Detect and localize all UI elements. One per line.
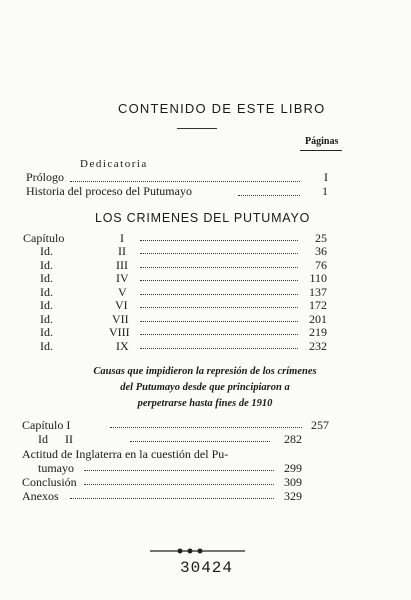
- toc-page: 309: [284, 475, 302, 489]
- toc-row: [0, 271, 411, 285]
- leader-dots: [140, 285, 298, 295]
- toc-page: 282: [284, 432, 302, 446]
- toc-label: Conclusión: [22, 475, 77, 489]
- toc-row: [0, 312, 411, 326]
- toc-label: Historia del proceso del Putumayo: [26, 184, 192, 198]
- leader-dots: [140, 339, 298, 349]
- heading-line: del Putumayo desde que principiaron a: [120, 382, 290, 393]
- toc-page: 201: [309, 312, 327, 326]
- toc-page: 219: [309, 325, 327, 339]
- page-title: CONTENIDO DE ESTE LIBRO: [118, 101, 326, 116]
- leader-dots: [84, 475, 274, 485]
- toc-prefix: Id.: [40, 258, 53, 272]
- toc-label: tumayo: [38, 461, 74, 475]
- leader-dots: [140, 312, 298, 322]
- toc-label: Anexos: [22, 489, 59, 503]
- ornament-divider: [150, 547, 245, 555]
- toc-row: [0, 432, 411, 446]
- heading-line: perpetrarse hasta fines de 1910: [137, 398, 273, 409]
- toc-row: [0, 258, 411, 272]
- toc-chapter-num: III: [116, 258, 128, 272]
- toc-row: [0, 339, 411, 353]
- toc-label: Prólogo: [26, 170, 65, 184]
- leader-dots: [140, 231, 298, 241]
- toc-prefix: Capítulo: [23, 231, 65, 245]
- title-rule: [177, 128, 217, 129]
- toc-chapter-num: I: [120, 231, 124, 245]
- toc-prefix: Id.: [40, 339, 53, 353]
- dedicatoria-heading: Dedicatoria: [80, 158, 148, 170]
- toc-label: Id II: [38, 432, 73, 446]
- paginas-rule: [300, 150, 342, 151]
- toc-page: 76: [315, 258, 327, 272]
- leader-dots: [140, 298, 298, 308]
- leader-dots: [70, 489, 274, 499]
- leader-dots: [110, 418, 302, 428]
- toc-label: Actitud de Inglaterra en la cuestión del Pu-: [22, 447, 229, 461]
- toc-page: 110: [309, 271, 327, 285]
- toc-row: [0, 447, 411, 461]
- section-heading-causas: [30, 364, 380, 412]
- toc-row: [0, 475, 411, 489]
- leader-dots: [140, 244, 298, 254]
- heading-line: Causas que impidieron la represión de los crímenes: [93, 366, 317, 377]
- toc-chapter-num: V: [118, 285, 127, 299]
- toc-prefix: Id.: [40, 312, 53, 326]
- toc-page: 36: [315, 244, 327, 258]
- toc-page: 172: [309, 298, 327, 312]
- toc-label: Capítulo I: [22, 418, 71, 432]
- toc-chapter-num: IV: [116, 271, 129, 285]
- toc-page: 257: [311, 418, 329, 432]
- toc-row: [0, 461, 411, 475]
- toc-prefix: Id.: [40, 285, 53, 299]
- toc-chapter-num: VI: [115, 298, 128, 312]
- toc-page: 137: [309, 285, 327, 299]
- toc-prefix: Id.: [40, 298, 53, 312]
- toc-chapter-num: VII: [112, 312, 129, 326]
- toc-page: 329: [284, 489, 302, 503]
- leader-dots: [140, 258, 298, 268]
- toc-row: [0, 418, 411, 432]
- toc-page: 299: [284, 461, 302, 475]
- toc-row: [0, 170, 411, 184]
- toc-prefix: Id.: [40, 244, 53, 258]
- leader-dots: [84, 461, 274, 471]
- toc-row: [0, 231, 411, 245]
- toc-chapter-num: IX: [116, 339, 129, 353]
- toc-row: [0, 325, 411, 339]
- toc-page: I: [324, 170, 328, 184]
- toc-page: 1: [322, 184, 328, 198]
- toc-page: 25: [315, 231, 327, 245]
- toc-row: [0, 298, 411, 312]
- toc-row: [0, 489, 411, 503]
- toc-page: 232: [309, 339, 327, 353]
- leader-dots: [140, 271, 298, 281]
- toc-prefix: Id.: [40, 271, 53, 285]
- toc-chapter-num: VIII: [109, 325, 130, 339]
- toc-chapter-num: II: [118, 244, 126, 258]
- section-heading-crimenes: LOS CRIMENES DEL PUTUMAYO: [95, 211, 311, 225]
- toc-row: [0, 285, 411, 299]
- leader-dots: [70, 172, 300, 182]
- leader-dots: [140, 325, 298, 335]
- paginas-label: Páginas: [305, 136, 339, 147]
- leader-dots: [130, 432, 270, 442]
- toc-row: [0, 184, 411, 198]
- toc-prefix: Id.: [40, 325, 53, 339]
- library-stamp: 30424: [180, 559, 234, 577]
- toc-row: [0, 244, 411, 258]
